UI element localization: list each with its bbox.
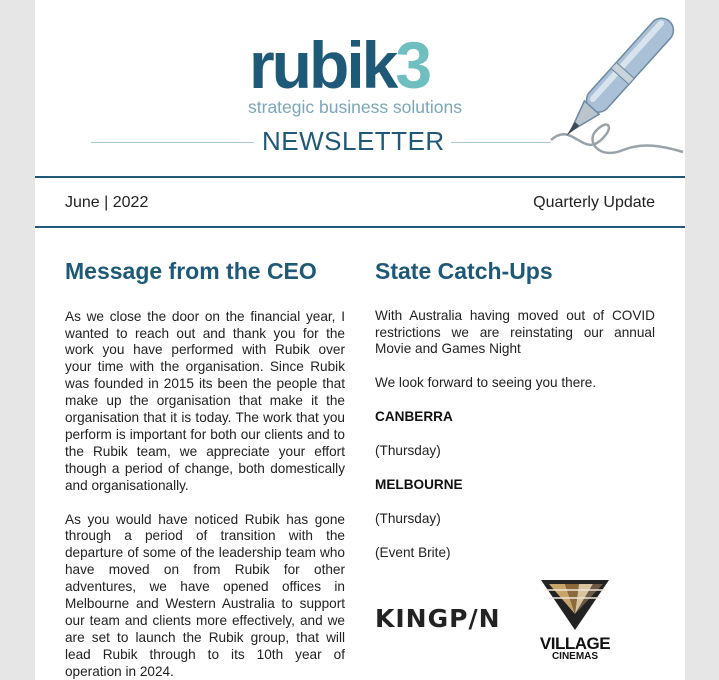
rubik3-logo [249,28,430,102]
logo-tagline: strategic business solutions [248,97,462,117]
logo-digit: 3 [395,28,430,102]
ceo-paragraph-2: As you would have noticed Rubik has gone through a period of transition with the departure of some of the leadership team who have moved on from Rubik for other adventures, we have opened offices in Melbourne and Western Australia to support our team and clients more effectively, and we are set to launch the Rubik group, that will lead Rubik through to its 10th year of operation in 2024. [65,511,345,679]
bottom-rule [35,226,685,228]
village-cinemas-logo [535,578,615,662]
state-intro: With Australia having moved out of COVID restrictions we are reinstating our annual Movie and Games Night [375,307,655,357]
melbourne-heading: MELBOURNE [375,477,463,493]
ceo-message-column [65,258,345,680]
title-divider-right [451,142,551,143]
newsletter-title: NEWSLETTER [262,126,445,156]
kingpin-logo: KINGP/N [375,604,501,633]
logo-word: rubik [249,28,396,102]
state-heading: State Catch-Ups [375,258,553,284]
newsletter-page [35,0,685,680]
village-emblem-icon [535,578,615,630]
ceo-heading: Message from the CEO [65,258,317,284]
issue-date: June | 2022 [65,194,149,211]
state-catchups-column [375,258,655,562]
village-name: VILLAGE [539,634,611,653]
canberra-day: (Thursday) [375,443,441,459]
top-rule [35,176,685,178]
melbourne-day: (Thursday) [375,510,441,526]
title-divider-left [91,142,254,143]
pen-icon [543,10,685,170]
event-brite-note: (Event Brite) [375,544,451,560]
ceo-paragraph-1: As we close the door on the financial year, I wanted to reach out and thank you for the work you have performed with Rubik over your time with the organisation. Since Rubik was founded in 2015 its been the people that make up the organisation that make it the organisation that it is today. The work that you perform is important for both our clients and to the Rubik team, we appreciate your effort though a period of change, both domestically and organisationally. [65,308,345,493]
canberra-heading: CANBERRA [375,409,453,425]
issue-edition: Quarterly Update [533,194,655,211]
state-look-forward: We look forward to seeing you there. [375,375,597,391]
village-sub: CINEMAS [551,651,599,662]
